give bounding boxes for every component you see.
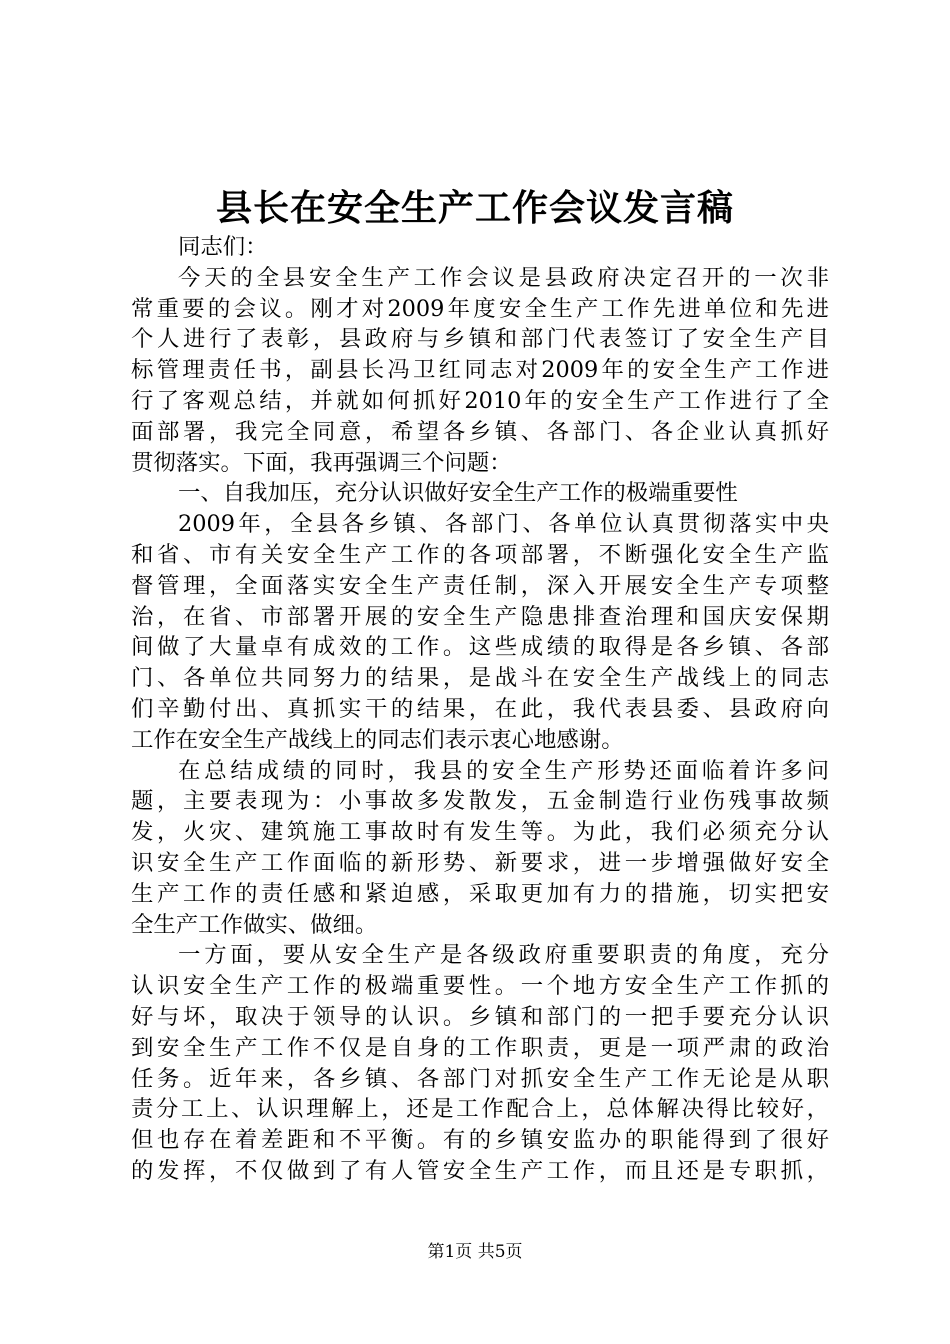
paragraph-line: 题，主要表现为：小事故多发散发，五金制造行业伤残事故频: [131, 788, 829, 815]
paragraph-line: 间做了大量卓有成效的工作。这些成绩的取得是各乡镇、各部: [131, 634, 829, 661]
paragraph-line: 到安全生产工作不仅是自身的工作职责，更是一项严肃的政治: [131, 1034, 829, 1061]
paragraph-line: 治，在省、市部署开展的安全生产隐患排查治理和国庆安保期: [131, 603, 829, 630]
paragraph-line: 的发挥，不仅做到了有人管安全生产工作，而且还是专职抓，: [131, 1157, 829, 1184]
paragraph-line: 全生产工作做实、做细。: [131, 911, 378, 938]
paragraph-line: 们辛勤付出、真抓实干的结果，在此，我代表县委、县政府向: [131, 695, 829, 722]
paragraph-line: 今天的全县安全生产工作会议是县政府决定召开的一次非: [178, 264, 829, 291]
paragraph-line: 在总结成绩的同时，我县的安全生产形势还面临着许多问: [178, 757, 829, 784]
paragraph-line: 面部署，我完全同意，希望各乡镇、各部门、各企业认真抓好: [131, 418, 829, 445]
page-number-footer: 第1页 共5页: [427, 1242, 523, 1262]
paragraph-line: 但也存在着差距和不平衡。有的乡镇安监办的职能得到了很好: [131, 1127, 829, 1154]
paragraph-line: 和省、市有关安全生产工作的各项部署，不断强化安全生产监: [131, 541, 829, 568]
paragraph-line: 认识安全生产工作的极端重要性。一个地方安全生产工作抓的: [131, 973, 829, 1000]
document-body: [131, 232, 829, 1187]
paragraph-line: 好与坏，取决于领导的认识。乡镇和部门的一把手要充分认识: [131, 1003, 829, 1030]
paragraph-line: 生产工作的责任感和紧迫感，采取更加有力的措施，切实把安: [131, 880, 829, 907]
paragraph-line: 行了客观总结，并就如何抓好2010年的安全生产工作进行了全: [131, 387, 829, 414]
paragraph-line: 个人进行了表彰，县政府与乡镇和部门代表签订了安全生产目: [131, 326, 829, 353]
paragraph-line: 常重要的会议。刚才对2009年度安全生产工作先进单位和先进: [131, 295, 829, 322]
paragraph-line: 标管理责任书，副县长冯卫红同志对2009年的安全生产工作进: [131, 357, 829, 384]
document-title: 县长在安全生产工作会议发言稿: [215, 187, 734, 229]
paragraph-line: 一、自我加压，充分认识做好安全生产工作的极端重要性: [178, 480, 738, 507]
paragraph-line: 2009年，全县各乡镇、各部门、各单位认真贯彻落实中央: [178, 511, 829, 538]
paragraph-line: 责分工上、认识理解上，还是工作配合上，总体解决得比较好，: [131, 1096, 829, 1123]
paragraph-line: 督管理，全面落实安全生产责任制，深入开展安全生产专项整: [131, 572, 829, 599]
paragraph-line: 同志们：: [178, 234, 268, 260]
paragraph-line: 门、各单位共同努力的结果，是战斗在安全生产战线上的同志: [131, 665, 829, 692]
paragraph-line: 工作在安全生产战线上的同志们表示衷心地感谢。: [131, 726, 624, 753]
paragraph-line: 贯彻落实。下面，我再强调三个问题：: [131, 449, 512, 476]
paragraph-line: 一方面，要从安全生产是各级政府重要职责的角度，充分: [178, 942, 829, 969]
paragraph-line: 识安全生产工作面临的新形势、新要求，进一步增强做好安全: [131, 849, 829, 876]
paragraph-line: 发，火灾、建筑施工事故时有发生等。为此，我们必须充分认: [131, 819, 829, 846]
paragraph-line: 任务。近年来，各乡镇、各部门对抓安全生产工作无论是从职: [131, 1065, 829, 1092]
